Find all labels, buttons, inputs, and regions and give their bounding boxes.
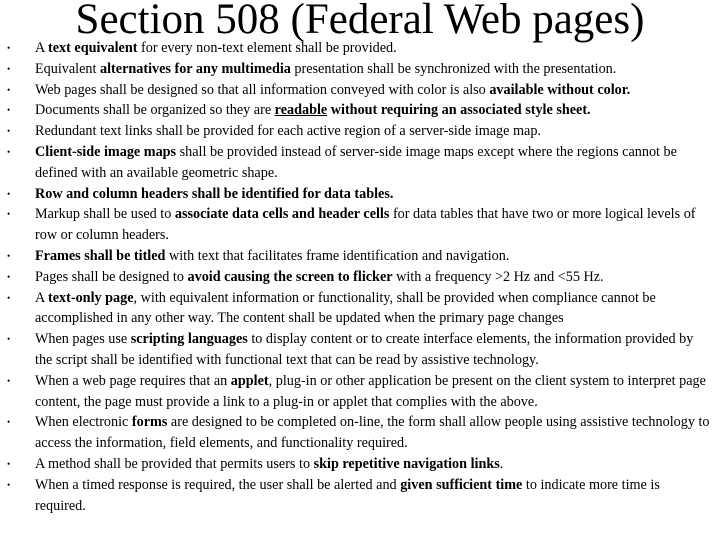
text-run: Equivalent	[35, 60, 101, 77]
bullet-icon: •	[7, 126, 11, 137]
emphasis-text: text-only page	[48, 289, 134, 306]
list-item	[6, 80, 714, 101]
list-item	[6, 329, 714, 371]
bullet-icon: •	[7, 146, 11, 157]
emphasis-text: avoid causing the screen to flicker	[187, 268, 393, 285]
bullet-icon: •	[7, 292, 11, 303]
page-title: Section 508 (Federal Web pages)	[75, 0, 645, 43]
bullet-icon: •	[7, 63, 11, 74]
list-item	[6, 184, 714, 205]
bullet-icon: •	[7, 375, 11, 386]
text-run: When electronic	[35, 414, 132, 431]
list-item-text	[35, 412, 714, 454]
text-run: Documents shall be organized so they are	[35, 102, 275, 119]
text-run: When pages use	[35, 331, 131, 348]
emphasis-text: readable	[274, 102, 328, 119]
text-run: Web pages shall be designed so that all information conveyed with color is also	[35, 81, 490, 98]
bullet-icon: •	[7, 479, 11, 490]
list-item-text	[35, 142, 714, 184]
text-run: .	[499, 455, 504, 472]
list-item-text	[35, 38, 714, 59]
text-run: shall be provided instead of server-side image maps except where the regions cannot be defined with an available geometric shape.	[35, 143, 677, 181]
bullet-icon: •	[7, 271, 11, 282]
emphasis-text: scripting languages	[130, 331, 248, 348]
text-run: Pages shall be designed to	[35, 268, 188, 285]
list-item	[6, 454, 714, 475]
text-run: with text that facilitates frame identification and navigation.	[165, 247, 510, 264]
bullet-icon: •	[7, 334, 11, 345]
text-run: for every non-text element shall be provided.	[137, 40, 397, 56]
bullet-icon: •	[7, 105, 11, 116]
list-item-text	[35, 121, 714, 142]
text-run: , with equivalent information or functionality, shall be provided when compliance cannot be accomplished in any other way. The content shall be updated when the primary page changes	[35, 289, 656, 327]
bullet-icon: •	[7, 417, 11, 428]
emphasis-text: Client-side image maps	[35, 143, 177, 160]
list-item-text	[35, 475, 714, 517]
bullet-icon: •	[7, 250, 11, 261]
text-run: for data tables that have two or more logical levels of row or column headers.	[35, 206, 696, 244]
bullet-icon: •	[7, 458, 11, 469]
list-item-text	[35, 204, 714, 246]
list-item-text	[35, 454, 714, 475]
list-item-text	[35, 59, 714, 80]
list-item	[6, 267, 714, 288]
text-run: A method shall be provided that permits users to	[35, 455, 314, 472]
emphasis-text: alternatives for any multimedia	[100, 60, 291, 77]
text-run: Markup shall be used to	[35, 206, 175, 223]
emphasis-text: applet	[230, 372, 269, 389]
bullet-icon: •	[7, 188, 11, 199]
list-item	[6, 59, 714, 80]
emphasis-text: given sufficient time	[400, 476, 523, 493]
list-item	[6, 38, 714, 59]
bullet-icon: •	[7, 84, 11, 95]
text-run: A	[35, 289, 49, 306]
text-run: to display content or to create interface elements, the information provided by the script shall be identified with functional text that can be read by assistive technology.	[35, 331, 694, 368]
text-run: to indicate more time is required.	[35, 476, 660, 514]
list-item-text	[35, 329, 714, 371]
emphasis-text: Row and column headers shall be identified for data tables.	[35, 185, 394, 202]
text-run: Redundant text links shall be provided for each active region of a server-side image map.	[35, 123, 541, 140]
requirements-list	[6, 38, 714, 516]
list-item	[6, 142, 714, 184]
list-item-text	[35, 246, 714, 267]
text-run: presentation shall be synchronized with the presentation.	[290, 60, 617, 77]
emphasis-text: skip repetitive navigation links	[313, 455, 500, 472]
list-item-text	[35, 80, 714, 101]
list-item	[6, 412, 714, 454]
text-run: When a timed response is required, the user shall be alerted and	[35, 476, 401, 493]
emphasis-text: Frames shall be titled	[35, 247, 166, 264]
text-run: are designed to be completed on-line, the form shall allow people using assistive technology to access the information, field elements, and functionality required.	[35, 414, 710, 452]
emphasis-text: without requiring an associated style sheet.	[327, 102, 591, 119]
bullet-icon: •	[7, 43, 11, 53]
text-run: with a frequency >2 Hz and <55 Hz.	[392, 268, 604, 285]
emphasis-text: forms	[131, 414, 168, 431]
list-item	[6, 100, 714, 121]
list-item	[6, 288, 714, 330]
list-item-text	[35, 288, 714, 330]
list-item	[6, 371, 714, 413]
list-item-text	[35, 267, 714, 288]
list-item	[6, 475, 714, 517]
list-item-text	[35, 100, 714, 121]
list-item	[6, 204, 714, 246]
emphasis-text: available without color.	[489, 81, 631, 98]
emphasis-text: associate data cells and header cells	[174, 206, 390, 223]
list-item-text	[35, 184, 714, 205]
list-item	[6, 121, 714, 142]
list-item-text	[35, 371, 714, 413]
list-item	[6, 246, 714, 267]
text-run: A	[35, 40, 49, 56]
text-run: , plug-in or other application be present on the client system to interpret page content, the page must provide a link to a plug-in or applet that complies with the above.	[35, 372, 706, 410]
bullet-icon: •	[7, 209, 11, 220]
text-run: When a web page requires that an	[35, 372, 231, 389]
emphasis-text: text equivalent	[48, 40, 138, 56]
